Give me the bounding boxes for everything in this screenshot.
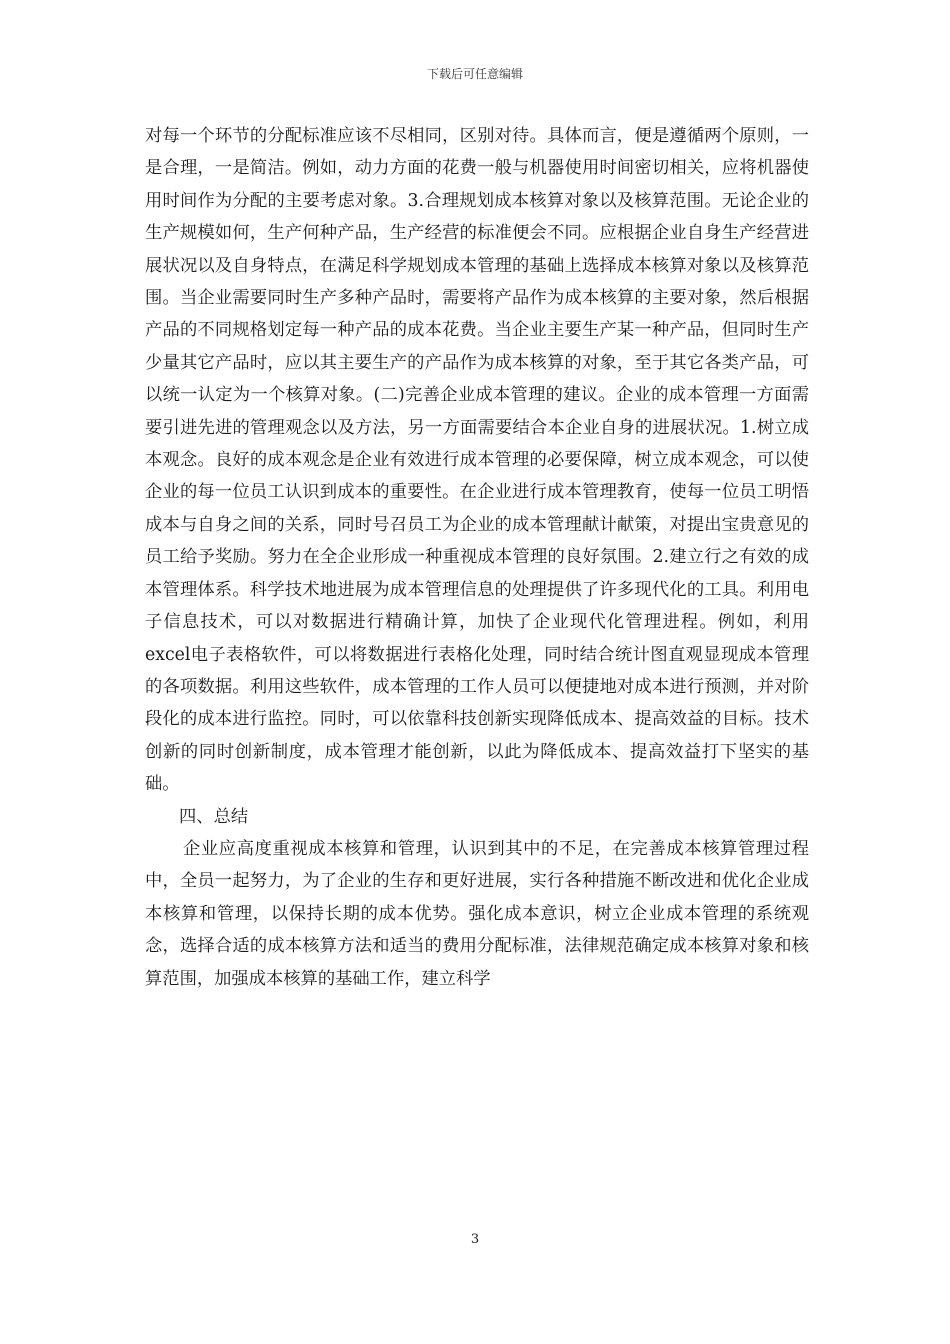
- document-body: [145, 120, 809, 995]
- page-number: 3: [470, 1232, 480, 1247]
- page-header: 下载后可任意编辑: [426, 67, 523, 81]
- section-heading-summary: 四、总结: [179, 806, 249, 827]
- body-paragraph-summary: 企业应高度重视成本核算和管理，认识到其中的不足，在完善成本核算管理过程中，全员一起努力，为了企业的生存和更好进展，实行各种措施不断改进和优化企业成本核算和管理，以保持长期的成本优势。强化成本意识，树立企业成本管理的系统观念，选择合适的成本核算方法和适当的费用分配标准，法律规范确定成本核算对象和核算范围，加强成本核算的基础工作，建立科学: [145, 838, 809, 989]
- body-paragraph-continued: 对每一个环节的分配标准应该不尽相同，区别对待。具体而言，便是遵循两个原则，一是合理，一是简洁。例如，动力方面的花费一般与机器使用时间密切相关，应将机器使用时间作为分配的主要考虑对象。3.合理规划成本核算对象以及核算范围。无论企业的生产规模如何，生产何种产品，生产经营的标准便会不同。应根据企业自身生产经营进展状况以及自身特点，在满足科学规划成本管理的基础上选择成本核算对象以及核算范围。当企业需要同时生产多种产品时，需要将产品作为成本核算的主要对象，然后根据产品的不同规格划定每一种产品的成本花费。当企业主要生产某一种产品，但同时生产少量其它产品时，应以其主要生产的产品作为成本核算的对象，至于其它各类产品，可以统一认定为一个核算对象。(二)完善企业成本管理的建议。企业的成本管理一方面需要引进先进的管理观念以及方法，另一方面需要结合本企业自身的进展状况。1.树立成本观念。良好的成本观念是企业有效进行成本管理的必要保障，树立成本观念，可以使企业的每一位员工认识到成本的重要性。在企业进行成本管理教育，使每一位员工明悟成本与自身之间的关系，同时号召员工为企业的成本管理献计献策，对提出宝贵意见的员工给予奖励。努力在全企业形成一种重视成本管理的良好氛围。2.建立行之有效的成本管理体系。科学技术地进展为成本管理信息的处理提供了许多现代化的工具。利用电子信息技术，可以对数据进行精确计算，加快了企业现代化管理进程。例如，利用excel电子表格软件，可以将数据进行表格化处理，同时结合统计图直观显现成本管理的各项数据。利用这些软件，成本管理的工作人员可以便捷地对成本进行预测，并对阶段化的成本进行监控。同时，可以依靠科技创新实现降低成本、提高效益的目标。技术创新的同时创新制度，成本管理才能创新，以此为降低成本、提高效益打下坚实的基础。: [145, 126, 809, 795]
